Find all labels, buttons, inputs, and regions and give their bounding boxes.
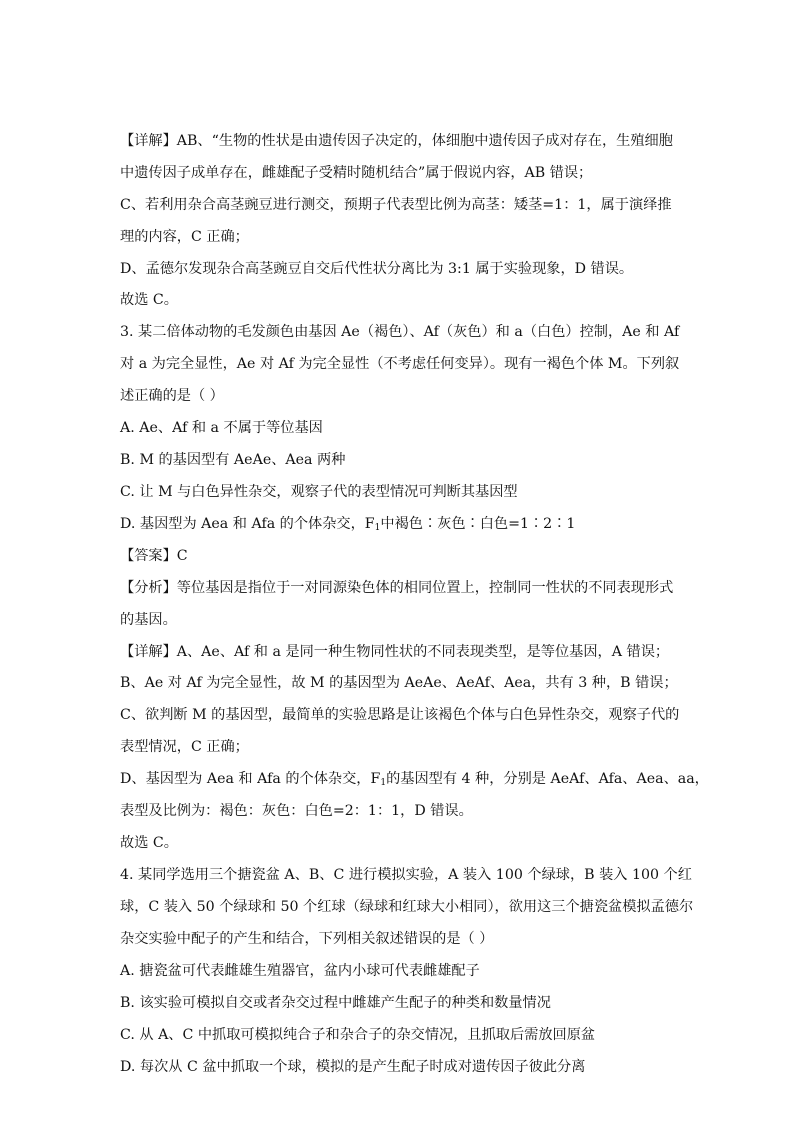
q3-analysis-line-1: 【分析】等位基因是指位于一对同源染色体的相同位置上，控制同一性状的不同表现形式 <box>120 580 674 596</box>
q3-conclusion: 故选 C。 <box>120 835 178 851</box>
q2-conclusion: 故选 C。 <box>120 292 178 308</box>
q3-detail-line-1: 【详解】A、Ae、Af 和 a 是同一种生物同性状的不同表现类型，是等位基因，A 错误； <box>120 644 670 660</box>
q3-answer: 【答案】C <box>120 548 188 564</box>
q3-detail-line-3: C、欲判断 M 的基因型，最简单的实验思路是让该褐色个体与白色异性杂交，观察子代的 <box>120 707 680 723</box>
q3-detail-line-2: B、Ae 对 Af 为完全显性，故 M 的基因型为 AeAe、AeAf、Aea，共有 3 种，B 错误； <box>120 675 678 691</box>
q3-option-a: A. Ae、Af 和 a 不属于等位基因 <box>120 420 323 436</box>
q3-detail-line-6: 表型及比例为：褐色：灰色：白色=2：1：1，D 错误。 <box>120 803 473 819</box>
q4-option-c: C. 从 A、C 中抓取可模拟纯合子和杂合子的杂交情况，且抓取后需放回原盆 <box>120 1027 596 1043</box>
q3-option-c: C. 让 M 与白色异性杂交，观察子代的表型情况可判断其基因型 <box>120 484 518 500</box>
q4-option-d: D. 每次从 C 盆中抓取一个球，模拟的是产生配子时成对遗传因子彼此分离 <box>120 1059 586 1075</box>
q3-detail-line-4: 表型情况，C 正确； <box>120 739 249 755</box>
q4-option-b: B. 该实验可模拟自交或者杂交过程中雌雄产生配子的种类和数量情况 <box>120 995 551 1011</box>
q4-stem-line-3: 杂交实验中配子的产生和结合，下列相关叙述错误的是（ ） <box>120 931 494 947</box>
q3-option-d: D. 基因型为 Aea 和 Afa 的个体杂交，$F_1$中褐色∶灰色∶白色=1∶2∶1 <box>120 516 576 533</box>
q3-stem-line-3: 述正确的是（ ） <box>120 388 224 404</box>
q4-stem-line-1: 4. 某同学选用三个搪瓷盆 A、B、C 进行模拟实验，A 装入 100 个绿球，B 装入 100 个红 <box>120 867 692 883</box>
q3-analysis-line-2: 的基因。 <box>120 612 177 628</box>
q3-detail-line-5: D、基因型为 Aea 和 Afa 的个体杂交，$F_1$的基因型有 4 种，分别是 AeAf、Afa、Aea、aa， <box>120 771 709 788</box>
q4-option-a: A. 搪瓷盆可代表雌雄生殖器官，盆内小球可代表雌雄配子 <box>120 963 480 979</box>
q2-detail-line-5: D、孟德尔发现杂合高茎豌豆自交后代性状分离比为 3:1 属于实验现象，D 错误。 <box>120 261 634 277</box>
q2-detail-line-4: 理的内容，C 正确； <box>120 229 249 245</box>
q2-detail-line-3: C、若利用杂合高茎豌豆进行测交，预期子代表型比例为高茎：矮茎=1：1，属于演绎推 <box>120 197 672 213</box>
q3-option-b: B. M 的基因型有 AeAe、Aea 两种 <box>120 452 346 468</box>
detail-label: 【详解】 <box>120 133 177 149</box>
q4-stem-line-2: 球，C 装入 50 个绿球和 50 个红球（绿球和红球大小相同），欲用这三个搪瓷盆模拟孟德尔 <box>120 899 694 915</box>
q3-stem-line-1: 3. 某二倍体动物的毛发颜色由基因 Ae（褐色）、Af（灰色）和 a（白色）控制，Ae 和 Af <box>120 324 680 340</box>
q2-detail-line-1: 【详解】AB、“生物的性状是由遗传因子决定的，体细胞中遗传因子成对存在，生殖细胞 <box>120 133 673 149</box>
q2-detail-line-2: 中遗传因子成单存在，雌雄配子受精时随机结合”属于假说内容，AB 错误； <box>120 165 593 181</box>
q3-stem-line-2: 对 a 为完全显性，Ae 对 Af 为完全显性（不考虑任何变异）。现有一褐色个体 M。下列叙 <box>120 356 680 372</box>
